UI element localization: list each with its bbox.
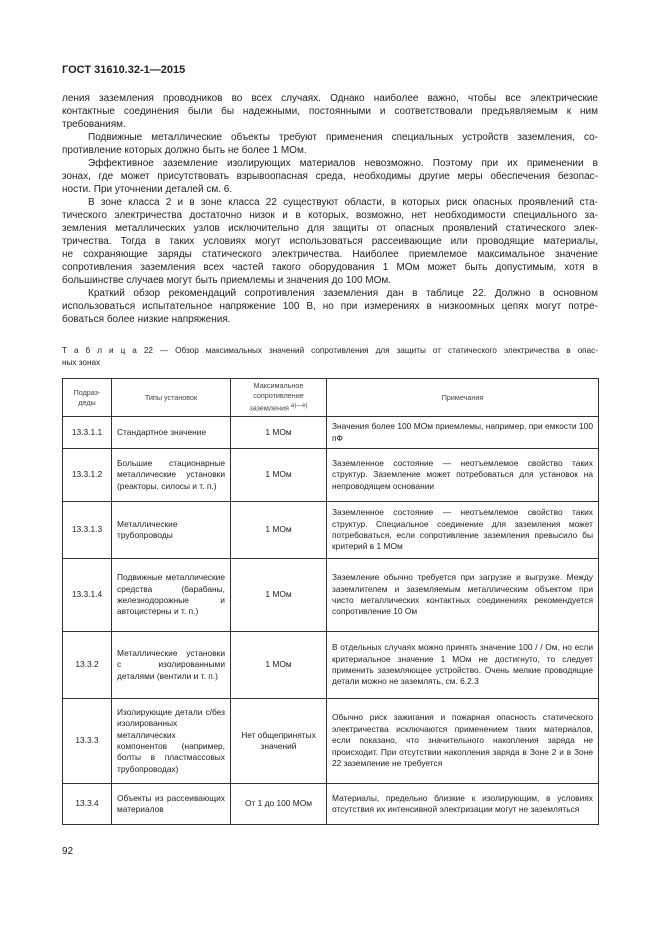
caption-line: Т а б л и ц а 22 — Обзор максимальных значений сопротивления для защиты от статического электричества в опас-: [62, 346, 598, 355]
paragraph: [62, 92, 598, 131]
cell-max-resistance: 1 МОм: [231, 449, 327, 502]
paragraph: [62, 157, 598, 196]
paragraph-line: боваться более низкие напряжения.: [62, 314, 231, 325]
cell-subsection: 13.3.1.2: [63, 449, 112, 502]
paragraph-line: зонах, где может присутствовать взрывоопасная среда, необходимы другие меры обеспечения безопас-: [62, 171, 598, 182]
table-row: [63, 632, 599, 699]
cell-notes: Заземленное состояние — неотъемлемое свойство таких структур. Специальное соединение для заземления может потребоваться, если сопротивление заземления превысило бы критерий в 1 МОм: [327, 502, 599, 559]
table-row: [63, 502, 599, 559]
paragraph-line: использоваться испытательное напряжение 100 В, но при измерениях в низкоомных цепях могут потре-: [62, 301, 598, 312]
cell-installation-type: Металлические установки с изолированными деталями (вентили и т. п.): [112, 632, 231, 699]
header-notes: Примечания: [327, 379, 599, 417]
caption-line: ных зонах: [62, 358, 101, 367]
paragraph-line: требованиям.: [62, 119, 126, 130]
cell-notes: Значения более 100 МОм приемлемы, например, при емкости 100 пФ: [327, 417, 599, 449]
paragraph: [62, 287, 598, 326]
cell-subsection: 13.3.1.4: [63, 559, 112, 632]
paragraph-line: противление которых должно быть не более 1 МОм.: [62, 145, 307, 156]
paragraph-line: большинстве случаев могут быть приемлемы и значения до 100 МОм.: [62, 275, 392, 286]
cell-installation-type: Стандартное значение: [112, 417, 231, 449]
cell-max-resistance: 1 МОм: [231, 632, 327, 699]
cell-installation-type: Объекты из рассеивающих материалов: [112, 784, 231, 825]
header-max-resistance: [231, 379, 327, 417]
header-max-resistance-label: Максимальное сопротивление заземления: [249, 381, 304, 413]
paragraph-line: ления заземления проводников во всех случаях. Однако наиболее важно, чтобы все электрические: [62, 93, 598, 104]
table-row: [63, 699, 599, 784]
cell-max-resistance: 1 МОм: [231, 502, 327, 559]
cell-max-resistance: Нет общепринятых значений: [231, 699, 327, 784]
cell-installation-type: Большие стационарные металлические установки (реакторы, силосы и т. п.): [112, 449, 231, 502]
cell-installation-type: Подвижные металлические средства (барабаны, железнодорожные и автоцистерны и т. п.): [112, 559, 231, 632]
paragraph-line: Подвижные металлические объекты требуют применения специальных устройств заземления, со-: [88, 132, 598, 143]
cell-notes: Материалы, предельно близкие к изолирующим, в условиях отсутствия их интенсивной электризации могут не заземляться: [327, 784, 599, 825]
resistance-table: [62, 378, 599, 825]
paragraph-line: тического электричества достаточно низок и в которых, возможно, нет необходимости специального за-: [62, 210, 598, 221]
cell-installation-type: Металлические трубопроводы: [112, 502, 231, 559]
document-header: ГОСТ 31610.32-1—2015: [62, 64, 186, 76]
cell-subsection: 13.3.1.1: [63, 417, 112, 449]
cell-installation-type: Изолирующие детали с/без изолированных металлических компонентов (например, болты в пластмассовых трубопроводах): [112, 699, 231, 784]
table-header-row: [63, 379, 599, 417]
cell-notes: Заземление обычно требуется при загрузке и выгрузке. Между заземлителем и заземляемым металлическим объектом при чисто металлических контактных соединениях рекомендуется сопротивление 10 Ом: [327, 559, 599, 632]
cell-notes: Обычно риск зажигания и пожарная опасность статического электричества исключаются применением таких материалов, если показано, что значительного накопления заряда не происходит. При отсутствии накопления заряда в Зоне 2 и в Зоне 22 заземление не требуется: [327, 699, 599, 784]
paragraph-line: не сохраняющие заряды статического электричества. Наиболее приемлемое максимальное значение: [62, 249, 598, 260]
footnote-ref: а)—е): [290, 403, 308, 410]
cell-subsection: 13.3.4: [63, 784, 112, 825]
paragraph-line: В зоне класса 2 и в зоне класса 22 существуют области, в которых риск опасных проявлений ста-: [88, 197, 598, 208]
header-subsection: Подраз-деды: [63, 379, 112, 417]
paragraph-line: земления металлических узлов исключительно для защиты от опасных проявлений статического элек-: [62, 223, 598, 234]
paragraph: [62, 196, 598, 287]
table-row: [63, 417, 599, 449]
paragraph: [62, 131, 598, 157]
cell-subsection: 13.3.2: [63, 632, 112, 699]
cell-notes: В отдельных случаях можно принять значение 100 / / Ом, но если критериальное значение 1 МОм не достигнуто, то следует применить заземляющее устройство. Очень мелкие проводящие детали можно не заземлять, см. 6.2.3: [327, 632, 599, 699]
paragraph-line: Краткий обзор рекомендаций сопротивления заземления дан в таблице 22. Должно в основном: [88, 288, 598, 299]
table-row: [63, 784, 599, 825]
header-installation-types: Типы установок: [112, 379, 231, 417]
cell-subsection: 13.3.1.3: [63, 502, 112, 559]
body-text: [62, 92, 598, 326]
cell-subsection: 13.3.3: [63, 699, 112, 784]
page-number: 92: [62, 846, 74, 857]
paragraph-line: ности. При уточнении деталей см. 6.: [62, 184, 233, 195]
table-caption: [62, 345, 598, 369]
paragraph-line: тричества. Тогда в таких условиях могут использоваться рассеивающие или проводящие материалы,: [62, 236, 598, 247]
paragraph-line: контактные соединения были бы надежными, постоянными и соответствовали предъявляемым к ним: [62, 106, 598, 117]
cell-max-resistance: От 1 до 100 МОм: [231, 784, 327, 825]
table-row: [63, 449, 599, 502]
paragraph-line: Эффективное заземление изолирующих материалов невозможно. Поэтому при их применении в: [88, 158, 598, 169]
table-row: [63, 559, 599, 632]
paragraph-line: сопротивления заземления всех частей такого оборудования 1 МОм может быть допустимым, хотя в: [62, 262, 598, 273]
cell-max-resistance: 1 МОм: [231, 559, 327, 632]
cell-notes: Заземленное состояние — неотъемлемое свойство таких структур. Заземление может потребоваться для установок на непроводящем основании: [327, 449, 599, 502]
cell-max-resistance: 1 МОм: [231, 417, 327, 449]
